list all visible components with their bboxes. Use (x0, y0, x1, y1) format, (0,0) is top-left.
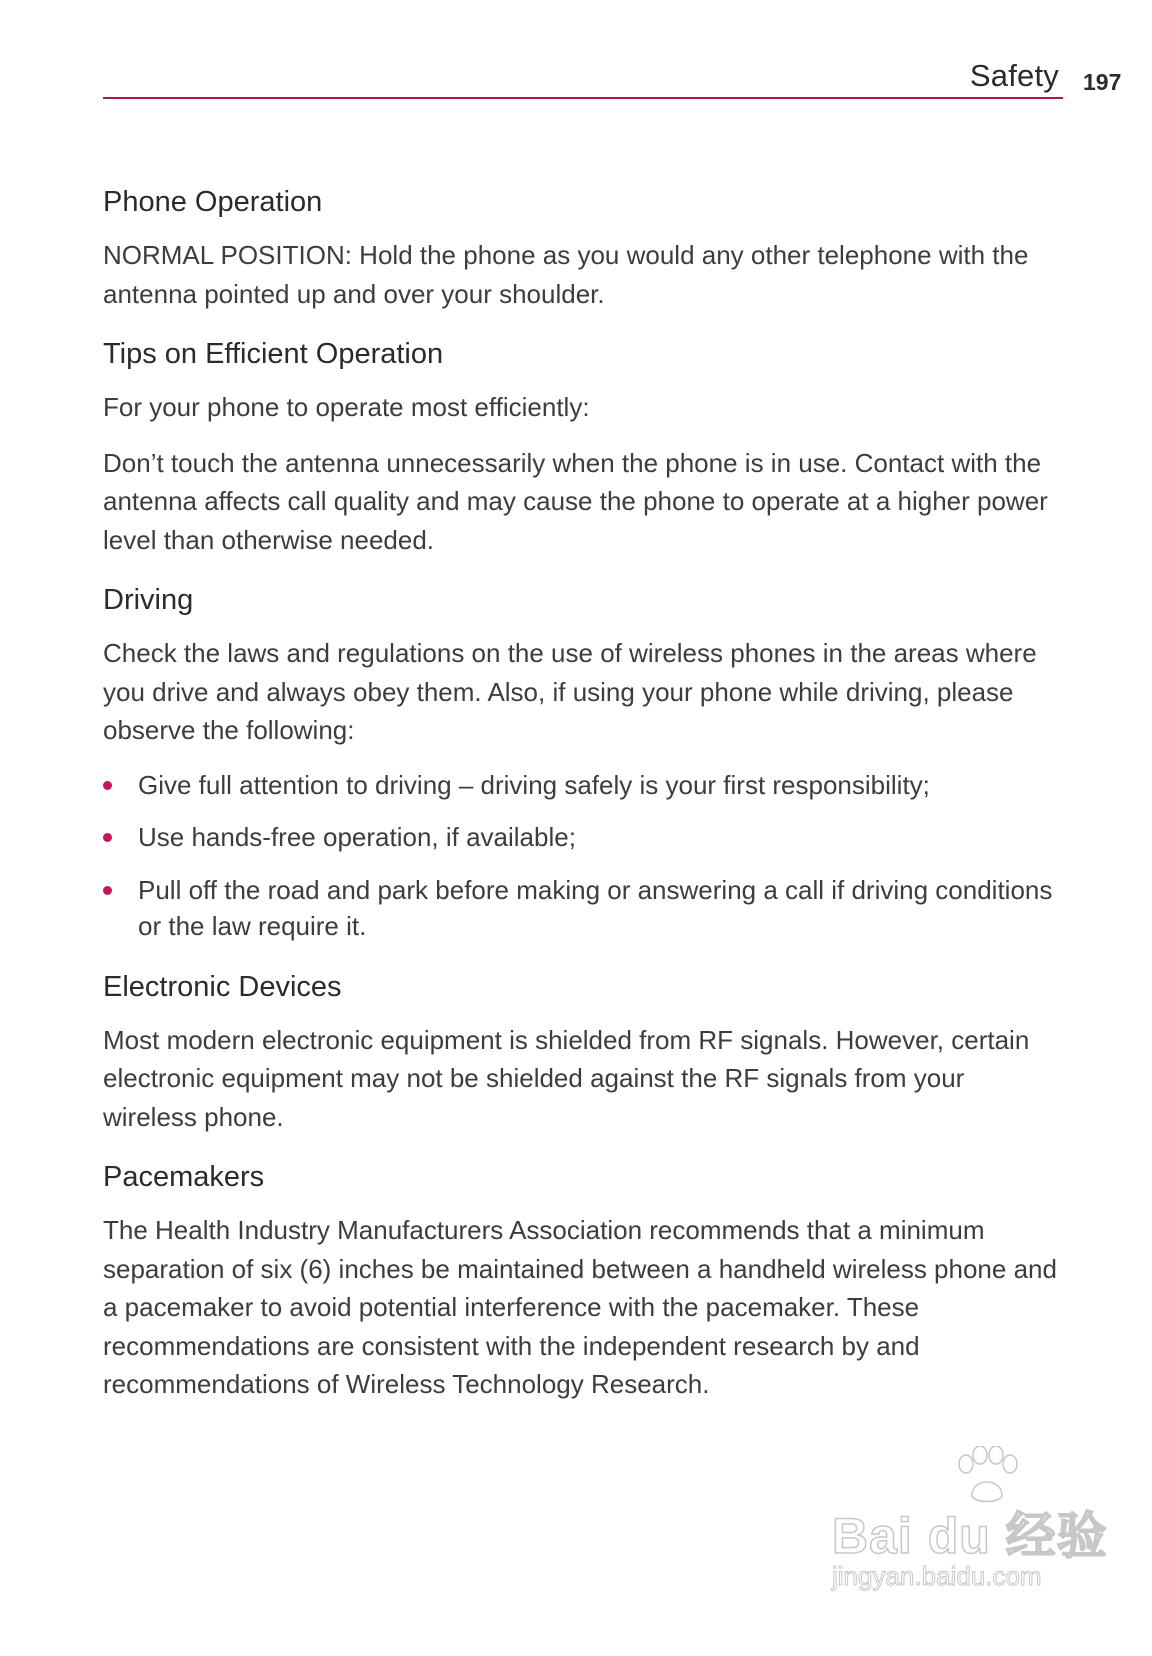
paragraph: Check the laws and regulations on the use of wireless phones in the areas where you drive and always obey them. Also, if using your phone while driving, please observe the following: (103, 638, 1037, 745)
paragraph: Don’t touch the antenna unnecessarily when the phone is in use. Contact with the antenna affects call quality and may cause the phone to operate at a higher power level than otherwise needed. (103, 447, 1048, 555)
list-item-text: Use hands-free operation, if available; (138, 822, 576, 852)
section-heading: Tips on Efficient Operation (103, 338, 444, 370)
section-heading: Phone Operation (103, 186, 323, 218)
section-electronic-devices (103, 963, 1063, 1137)
watermark-url: jingyan.baidu.com (832, 1561, 1042, 1591)
watermark (832, 1446, 1112, 1601)
section-efficient-operation (103, 330, 1063, 559)
list-item-text: Give full attention to driving – driving safely is your first responsibility; (138, 769, 930, 800)
paragraph: For your phone to operate most efficiently: (103, 392, 590, 422)
watermark-brand: Bai du 经验 (832, 1508, 1108, 1564)
bullet-icon (103, 781, 112, 790)
list-item (103, 872, 1063, 945)
page-number: 197 (1083, 69, 1122, 95)
section-phone-operation (103, 178, 1063, 313)
section-heading: Pacemakers (103, 1161, 265, 1193)
list-item (103, 767, 1063, 804)
section-pacemakers (103, 1153, 1063, 1404)
bullet-icon (103, 833, 112, 842)
section-driving (103, 576, 1063, 945)
paragraph: Most modern electronic equipment is shielded from RF signals. However, certain electronic equipment may not be shielded against the RF signals from your wireless phone. (103, 1024, 1030, 1132)
section-heading: Electronic Devices (103, 970, 342, 1003)
header-divider (103, 97, 1063, 99)
page-content (103, 178, 1063, 1421)
section-title: Safety (969, 58, 1059, 93)
bullet-icon (103, 886, 112, 895)
list-item (103, 819, 1063, 856)
list-item-text: Pull off the road and park before making or answering a call if driving conditions or the law require it. (138, 874, 1053, 941)
paragraph: NORMAL POSITION: Hold the phone as you would any other telephone with the antenna pointed up and over your shoulder. (103, 240, 1029, 309)
section-heading: Driving (103, 584, 194, 616)
bullet-list (103, 767, 1063, 945)
paragraph: The Health Industry Manufacturers Association recommends that a minimum separation of six (6) inches be maintained between a handheld wireless phone and a pacemaker to avoid potential interference with the pacemaker. These recommendations are consistent with the independent research by and recommendations of Wireless Technology Research. (103, 1215, 1057, 1399)
page-header (0, 0, 1152, 110)
